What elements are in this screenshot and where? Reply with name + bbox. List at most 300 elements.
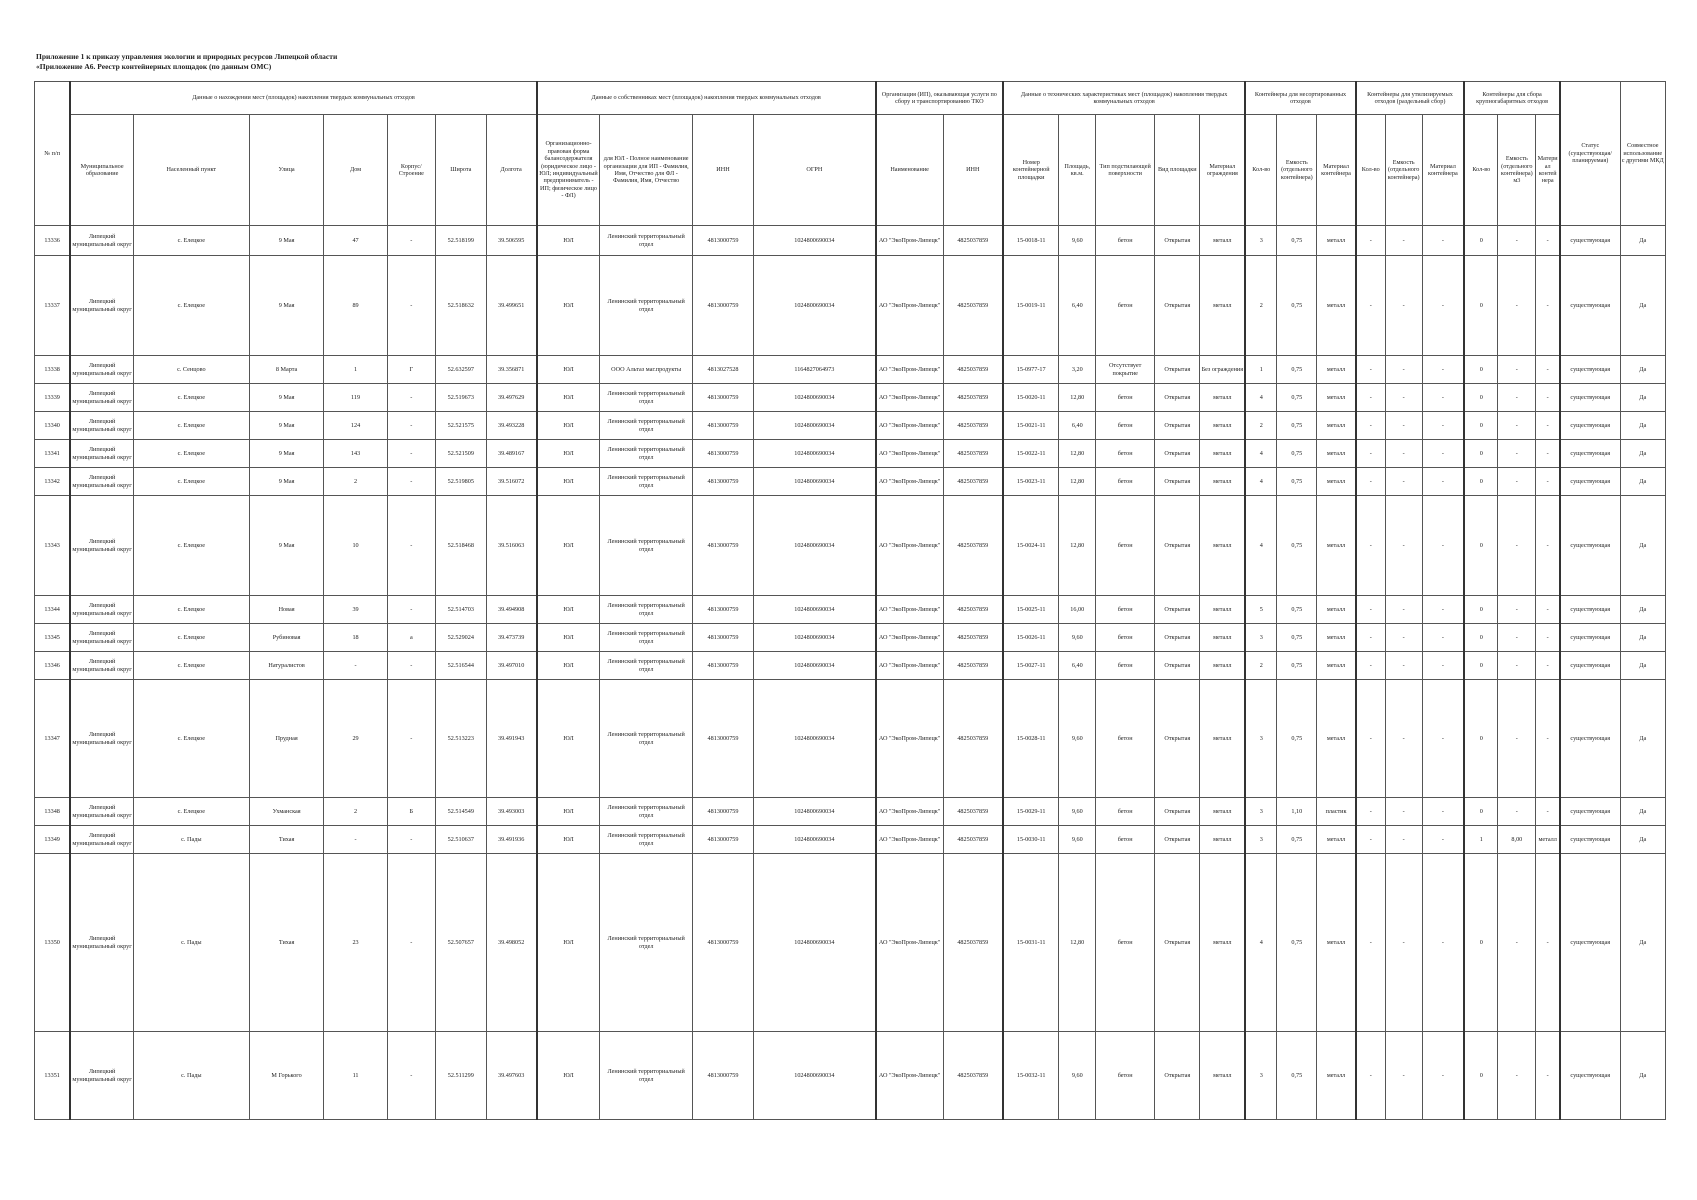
cell-recycle-material: - (1422, 440, 1464, 468)
cell-house: - (324, 826, 387, 854)
cell-bulky-material: - (1536, 226, 1560, 256)
cell-fence-material: металл (1200, 798, 1245, 826)
cell-owner-inn: 4813000759 (692, 412, 753, 440)
cell-unsorted-material: металл (1317, 226, 1356, 256)
cell-org-name: АО "ЭкоПром-Липецк" (876, 826, 943, 854)
cell-index: 13336 (35, 226, 71, 256)
cell-unsorted-capacity: 0,75 (1277, 854, 1317, 1032)
table-row (35, 440, 1666, 468)
cell-municipality: Липецкий муниципальный округ (70, 798, 133, 826)
cell-latitude: 52.518199 (436, 226, 487, 256)
cell-org-inn: 4825037859 (943, 356, 1003, 384)
column-header-building: Корпус/Строение (387, 115, 435, 226)
cell-unsorted-count: 3 (1245, 680, 1277, 798)
cell-org-name: АО "ЭкоПром-Липецк" (876, 440, 943, 468)
cell-owner-ogrn: 1024800690034 (754, 412, 876, 440)
cell-unsorted-capacity: 0,75 (1277, 412, 1317, 440)
cell-bulky-count: 0 (1464, 652, 1498, 680)
cell-recycle-count: - (1356, 412, 1385, 440)
cell-unsorted-material: металл (1317, 1032, 1356, 1120)
table-row (35, 496, 1666, 596)
cell-bulky-capacity: 8,00 (1498, 826, 1536, 854)
cell-org-inn: 4825037859 (943, 798, 1003, 826)
cell-building: - (387, 468, 435, 496)
cell-surface-type: бетон (1096, 798, 1155, 826)
cell-index: 13351 (35, 1032, 71, 1120)
cell-status: существующая (1560, 412, 1620, 440)
cell-site-number: 15-0024-11 (1003, 496, 1059, 596)
column-header-recycle-count: Кол-во (1356, 115, 1385, 226)
cell-bulky-capacity: - (1498, 468, 1536, 496)
cell-unsorted-material: металл (1317, 854, 1356, 1032)
column-header-area: Площадь, кв.м. (1059, 115, 1096, 226)
cell-surface-type: бетон (1096, 652, 1155, 680)
cell-unsorted-capacity: 0,75 (1277, 356, 1317, 384)
cell-status: существующая (1560, 356, 1620, 384)
cell-org-name: АО "ЭкоПром-Липецк" (876, 496, 943, 596)
cell-owner-name: Ленинский территориальный отдел (600, 826, 693, 854)
cell-street: Тихая (249, 854, 324, 1032)
column-header-longitude: Долгота (486, 115, 537, 226)
cell-fence-material: металл (1200, 1032, 1245, 1120)
column-header-street: Улица (249, 115, 324, 226)
cell-unsorted-material: металл (1317, 596, 1356, 624)
cell-owner-name: Ленинский территориальный отдел (600, 798, 693, 826)
group-organization: Организация (ИП), оказывающая услуги по сбору и транспортированию ТКО (876, 82, 1003, 115)
cell-site-type: Открытая (1155, 854, 1200, 1032)
cell-bulky-material: - (1536, 652, 1560, 680)
cell-unsorted-capacity: 0,75 (1277, 1032, 1317, 1120)
cell-latitude: 52.521575 (436, 412, 487, 440)
cell-legal-form: ЮЛ (537, 826, 600, 854)
cell-owner-name: Ленинский территориальный отдел (600, 680, 693, 798)
cell-longitude: 39.497010 (486, 652, 537, 680)
registry-table (34, 81, 1666, 1120)
cell-site-number: 15-0029-11 (1003, 798, 1059, 826)
cell-house: 29 (324, 680, 387, 798)
cell-site-type: Открытая (1155, 826, 1200, 854)
cell-longitude: 39.497629 (486, 384, 537, 412)
cell-org-name: АО "ЭкоПром-Липецк" (876, 412, 943, 440)
cell-unsorted-capacity: 0,75 (1277, 256, 1317, 356)
cell-longitude: 39.497603 (486, 1032, 537, 1120)
cell-status: существующая (1560, 652, 1620, 680)
cell-owner-inn: 4813000759 (692, 440, 753, 468)
column-header-bulky-count: Кол-во (1464, 115, 1498, 226)
cell-recycle-material: - (1422, 384, 1464, 412)
cell-area: 12,80 (1059, 384, 1096, 412)
cell-owner-name: Ленинский территориальный отдел (600, 652, 693, 680)
cell-org-name: АО "ЭкоПром-Липецк" (876, 798, 943, 826)
cell-longitude: 39.516063 (486, 496, 537, 596)
cell-municipality: Липецкий муниципальный округ (70, 496, 133, 596)
cell-surface-type: бетон (1096, 854, 1155, 1032)
cell-org-inn: 4825037859 (943, 226, 1003, 256)
cell-bulky-material: - (1536, 440, 1560, 468)
table-row (35, 826, 1666, 854)
cell-street: Натуралистов (249, 652, 324, 680)
cell-surface-type: бетон (1096, 496, 1155, 596)
cell-site-number: 15-0027-11 (1003, 652, 1059, 680)
cell-owner-name: Ленинский территориальный отдел (600, 468, 693, 496)
cell-bulky-capacity: - (1498, 356, 1536, 384)
cell-index: 13337 (35, 256, 71, 356)
cell-owner-inn: 4813027528 (692, 356, 753, 384)
cell-shared-use: Да (1620, 854, 1665, 1032)
cell-unsorted-count: 5 (1245, 596, 1277, 624)
cell-site-number: 15-0022-11 (1003, 440, 1059, 468)
cell-bulky-material: - (1536, 1032, 1560, 1120)
cell-house: 124 (324, 412, 387, 440)
table-row (35, 226, 1666, 256)
cell-owner-name: Ленинский территориальный отдел (600, 624, 693, 652)
cell-municipality: Липецкий муниципальный округ (70, 256, 133, 356)
cell-building: - (387, 596, 435, 624)
cell-longitude: 39.491936 (486, 826, 537, 854)
cell-status: существующая (1560, 1032, 1620, 1120)
cell-shared-use: Да (1620, 384, 1665, 412)
cell-recycle-count: - (1356, 226, 1385, 256)
column-header-legal-form: Организационно-правовая форма балансодержателя (юридическое лицо - ЮЛ; индивидуальный предприниматель - ИП; физическое лицо - ФЛ) (537, 115, 600, 226)
cell-recycle-capacity: - (1385, 412, 1422, 440)
cell-fence-material: металл (1200, 826, 1245, 854)
cell-legal-form: ЮЛ (537, 496, 600, 596)
column-header-row (35, 115, 1666, 226)
cell-owner-name: Ленинский территориальный отдел (600, 412, 693, 440)
cell-house: 18 (324, 624, 387, 652)
cell-recycle-capacity: - (1385, 652, 1422, 680)
cell-surface-type: бетон (1096, 384, 1155, 412)
cell-street: 9 Мая (249, 226, 324, 256)
table-row (35, 652, 1666, 680)
cell-unsorted-material: металл (1317, 356, 1356, 384)
cell-bulky-material: металл (1536, 826, 1560, 854)
cell-unsorted-capacity: 0,75 (1277, 440, 1317, 468)
cell-settlement: с. Елецкое (133, 384, 249, 412)
cell-house: - (324, 652, 387, 680)
cell-recycle-material: - (1422, 256, 1464, 356)
cell-latitude: 52.518468 (436, 496, 487, 596)
cell-longitude: 39.494908 (486, 596, 537, 624)
cell-bulky-count: 0 (1464, 412, 1498, 440)
cell-building: - (387, 680, 435, 798)
cell-recycle-capacity: - (1385, 1032, 1422, 1120)
cell-unsorted-capacity: 1,10 (1277, 798, 1317, 826)
group-technical: Данные о технических характеристиках мест (площадок) накопления твердых коммунальных отходов (1003, 82, 1245, 115)
cell-recycle-count: - (1356, 256, 1385, 356)
cell-unsorted-count: 2 (1245, 256, 1277, 356)
cell-site-number: 15-0023-11 (1003, 468, 1059, 496)
cell-legal-form: ЮЛ (537, 1032, 600, 1120)
cell-settlement: с. Елецкое (133, 496, 249, 596)
cell-fence-material: металл (1200, 412, 1245, 440)
cell-area: 12,80 (1059, 496, 1096, 596)
cell-site-number: 15-0028-11 (1003, 680, 1059, 798)
table-row (35, 256, 1666, 356)
cell-owner-inn: 4813000759 (692, 624, 753, 652)
cell-status: существующая (1560, 496, 1620, 596)
cell-shared-use: Да (1620, 652, 1665, 680)
cell-legal-form: ЮЛ (537, 798, 600, 826)
cell-unsorted-capacity: 0,75 (1277, 384, 1317, 412)
cell-unsorted-count: 1 (1245, 356, 1277, 384)
cell-bulky-material: - (1536, 384, 1560, 412)
cell-bulky-material: - (1536, 356, 1560, 384)
cell-area: 12,80 (1059, 440, 1096, 468)
cell-bulky-material: - (1536, 596, 1560, 624)
cell-surface-type: бетон (1096, 226, 1155, 256)
cell-unsorted-material: металл (1317, 826, 1356, 854)
cell-recycle-capacity: - (1385, 440, 1422, 468)
cell-owner-name: Ленинский территориальный отдел (600, 496, 693, 596)
cell-recycle-capacity: - (1385, 496, 1422, 596)
column-header-recycle-capacity: Емкость (отдельного контейнера) (1385, 115, 1422, 226)
column-header-fence-material: Материал ограждения (1200, 115, 1245, 226)
cell-org-inn: 4825037859 (943, 496, 1003, 596)
cell-bulky-count: 0 (1464, 798, 1498, 826)
cell-area: 16,00 (1059, 596, 1096, 624)
cell-index: 13341 (35, 440, 71, 468)
cell-owner-name: Ленинский территориальный отдел (600, 596, 693, 624)
cell-house: 2 (324, 468, 387, 496)
cell-municipality: Липецкий муниципальный округ (70, 854, 133, 1032)
cell-recycle-capacity: - (1385, 826, 1422, 854)
cell-municipality: Липецкий муниципальный округ (70, 440, 133, 468)
cell-owner-inn: 4813000759 (692, 384, 753, 412)
cell-street: Новая (249, 596, 324, 624)
cell-status: существующая (1560, 826, 1620, 854)
column-header-surface-type: Тип подстилающей поверхности (1096, 115, 1155, 226)
column-header-municipality: Муниципальное образование (70, 115, 133, 226)
cell-unsorted-material: металл (1317, 384, 1356, 412)
cell-owner-ogrn: 1024800690034 (754, 468, 876, 496)
cell-shared-use: Да (1620, 826, 1665, 854)
cell-settlement: с. Елецкое (133, 412, 249, 440)
cell-building: - (387, 226, 435, 256)
cell-building: - (387, 256, 435, 356)
cell-shared-use: Да (1620, 226, 1665, 256)
cell-bulky-count: 0 (1464, 256, 1498, 356)
cell-latitude: 52.516544 (436, 652, 487, 680)
cell-site-number: 15-0026-11 (1003, 624, 1059, 652)
cell-site-number: 15-0977-17 (1003, 356, 1059, 384)
cell-unsorted-material: металл (1317, 652, 1356, 680)
cell-site-type: Открытая (1155, 468, 1200, 496)
cell-owner-name: Ленинский территориальный отдел (600, 854, 693, 1032)
cell-settlement: с. Сенцово (133, 356, 249, 384)
cell-bulky-count: 0 (1464, 680, 1498, 798)
cell-legal-form: ЮЛ (537, 596, 600, 624)
cell-municipality: Липецкий муниципальный округ (70, 384, 133, 412)
cell-index: 13345 (35, 624, 71, 652)
cell-fence-material: металл (1200, 226, 1245, 256)
cell-legal-form: ЮЛ (537, 854, 600, 1032)
cell-building: а (387, 624, 435, 652)
cell-owner-ogrn: 1024800690034 (754, 496, 876, 596)
cell-legal-form: ЮЛ (537, 384, 600, 412)
table-row (35, 680, 1666, 798)
cell-org-name: АО "ЭкоПром-Липецк" (876, 356, 943, 384)
table-row (35, 854, 1666, 1032)
cell-site-type: Открытая (1155, 356, 1200, 384)
cell-recycle-capacity: - (1385, 798, 1422, 826)
cell-bulky-capacity: - (1498, 1032, 1536, 1120)
cell-recycle-capacity: - (1385, 468, 1422, 496)
cell-org-name: АО "ЭкоПром-Липецк" (876, 256, 943, 356)
cell-unsorted-count: 3 (1245, 624, 1277, 652)
document-heading (36, 52, 337, 72)
cell-street: Прудная (249, 680, 324, 798)
cell-latitude: 52.514703 (436, 596, 487, 624)
cell-settlement: с. Елецкое (133, 256, 249, 356)
cell-house: 2 (324, 798, 387, 826)
cell-legal-form: ЮЛ (537, 680, 600, 798)
cell-status: существующая (1560, 468, 1620, 496)
cell-surface-type: бетон (1096, 412, 1155, 440)
column-header-house: Дом (324, 115, 387, 226)
cell-unsorted-capacity: 0,75 (1277, 624, 1317, 652)
cell-org-inn: 4825037859 (943, 440, 1003, 468)
cell-recycle-capacity: - (1385, 596, 1422, 624)
cell-org-inn: 4825037859 (943, 256, 1003, 356)
cell-owner-inn: 4813000759 (692, 226, 753, 256)
cell-bulky-material: - (1536, 468, 1560, 496)
column-header-status: Статус (существующая/ планируемая) (1560, 82, 1620, 226)
cell-index: 13344 (35, 596, 71, 624)
cell-owner-ogrn: 1024800690034 (754, 652, 876, 680)
cell-street: Ухманская (249, 798, 324, 826)
cell-recycle-capacity: - (1385, 256, 1422, 356)
cell-longitude: 39.516072 (486, 468, 537, 496)
cell-bulky-capacity: - (1498, 680, 1536, 798)
cell-area: 9,60 (1059, 226, 1096, 256)
cell-owner-inn: 4813000759 (692, 854, 753, 1032)
cell-building: Б (387, 798, 435, 826)
cell-org-name: АО "ЭкоПром-Липецк" (876, 854, 943, 1032)
cell-settlement: с. Елецкое (133, 652, 249, 680)
cell-house: 119 (324, 384, 387, 412)
cell-bulky-count: 0 (1464, 356, 1498, 384)
cell-status: существующая (1560, 854, 1620, 1032)
cell-org-inn: 4825037859 (943, 854, 1003, 1032)
cell-area: 12,80 (1059, 854, 1096, 1032)
cell-fence-material: металл (1200, 624, 1245, 652)
cell-owner-name: Ленинский территориальный отдел (600, 256, 693, 356)
table-row (35, 468, 1666, 496)
cell-owner-ogrn: 1024800690034 (754, 826, 876, 854)
cell-bulky-capacity: - (1498, 440, 1536, 468)
cell-bulky-material: - (1536, 680, 1560, 798)
cell-house: 143 (324, 440, 387, 468)
cell-building: - (387, 826, 435, 854)
cell-bulky-capacity: - (1498, 652, 1536, 680)
cell-unsorted-material: металл (1317, 496, 1356, 596)
cell-area: 6,40 (1059, 256, 1096, 356)
cell-owner-ogrn: 1024800690034 (754, 680, 876, 798)
cell-recycle-count: - (1356, 652, 1385, 680)
cell-org-inn: 4825037859 (943, 652, 1003, 680)
cell-legal-form: ЮЛ (537, 226, 600, 256)
cell-shared-use: Да (1620, 1032, 1665, 1120)
cell-bulky-capacity: - (1498, 798, 1536, 826)
cell-shared-use: Да (1620, 496, 1665, 596)
cell-owner-ogrn: 1164827064973 (754, 356, 876, 384)
cell-building: Г (387, 356, 435, 384)
cell-owner-ogrn: 1024800690034 (754, 624, 876, 652)
cell-recycle-capacity: - (1385, 384, 1422, 412)
cell-street: 9 Мая (249, 440, 324, 468)
cell-settlement: с. Пады (133, 826, 249, 854)
cell-surface-type: бетон (1096, 680, 1155, 798)
cell-municipality: Липецкий муниципальный округ (70, 356, 133, 384)
cell-area: 9,60 (1059, 624, 1096, 652)
cell-settlement: с. Елецкое (133, 468, 249, 496)
cell-index: 13339 (35, 384, 71, 412)
column-header-unsorted-material: Материал контейнера (1317, 115, 1356, 226)
cell-unsorted-count: 4 (1245, 854, 1277, 1032)
cell-recycle-material: - (1422, 468, 1464, 496)
cell-bulky-count: 0 (1464, 854, 1498, 1032)
cell-site-type: Открытая (1155, 798, 1200, 826)
cell-settlement: с. Пады (133, 854, 249, 1032)
table-row (35, 356, 1666, 384)
cell-recycle-capacity: - (1385, 226, 1422, 256)
cell-unsorted-capacity: 0,75 (1277, 496, 1317, 596)
cell-house: 89 (324, 256, 387, 356)
cell-latitude: 52.519805 (436, 468, 487, 496)
cell-status: существующая (1560, 256, 1620, 356)
cell-org-name: АО "ЭкоПром-Липецк" (876, 624, 943, 652)
cell-building: - (387, 440, 435, 468)
table-row (35, 1032, 1666, 1120)
cell-latitude: 52.510637 (436, 826, 487, 854)
cell-shared-use: Да (1620, 468, 1665, 496)
cell-org-name: АО "ЭкоПром-Липецк" (876, 468, 943, 496)
cell-municipality: Липецкий муниципальный округ (70, 468, 133, 496)
cell-area: 9,60 (1059, 680, 1096, 798)
cell-surface-type: бетон (1096, 596, 1155, 624)
cell-recycle-count: - (1356, 854, 1385, 1032)
cell-owner-name: Ленинский территориальный отдел (600, 1032, 693, 1120)
cell-org-name: АО "ЭкоПром-Липецк" (876, 384, 943, 412)
cell-recycle-material: - (1422, 798, 1464, 826)
cell-fence-material: металл (1200, 596, 1245, 624)
cell-house: 10 (324, 496, 387, 596)
cell-municipality: Липецкий муниципальный округ (70, 826, 133, 854)
column-header-owner-ogrn: ОГРН (754, 115, 876, 226)
cell-settlement: с. Елецкое (133, 226, 249, 256)
table-row (35, 596, 1666, 624)
cell-index: 13343 (35, 496, 71, 596)
cell-building: - (387, 652, 435, 680)
cell-unsorted-count: 3 (1245, 1032, 1277, 1120)
cell-longitude: 39.489167 (486, 440, 537, 468)
cell-municipality: Липецкий муниципальный округ (70, 226, 133, 256)
cell-bulky-count: 0 (1464, 468, 1498, 496)
cell-bulky-material: - (1536, 496, 1560, 596)
column-header-recycle-material: Материал контейнера (1422, 115, 1464, 226)
cell-shared-use: Да (1620, 798, 1665, 826)
cell-recycle-material: - (1422, 826, 1464, 854)
cell-org-inn: 4825037859 (943, 826, 1003, 854)
cell-owner-inn: 4813000759 (692, 798, 753, 826)
cell-org-inn: 4825037859 (943, 468, 1003, 496)
cell-latitude: 52.632597 (436, 356, 487, 384)
cell-recycle-material: - (1422, 596, 1464, 624)
cell-org-name: АО "ЭкоПром-Липецк" (876, 652, 943, 680)
cell-fence-material: металл (1200, 854, 1245, 1032)
cell-recycle-count: - (1356, 826, 1385, 854)
